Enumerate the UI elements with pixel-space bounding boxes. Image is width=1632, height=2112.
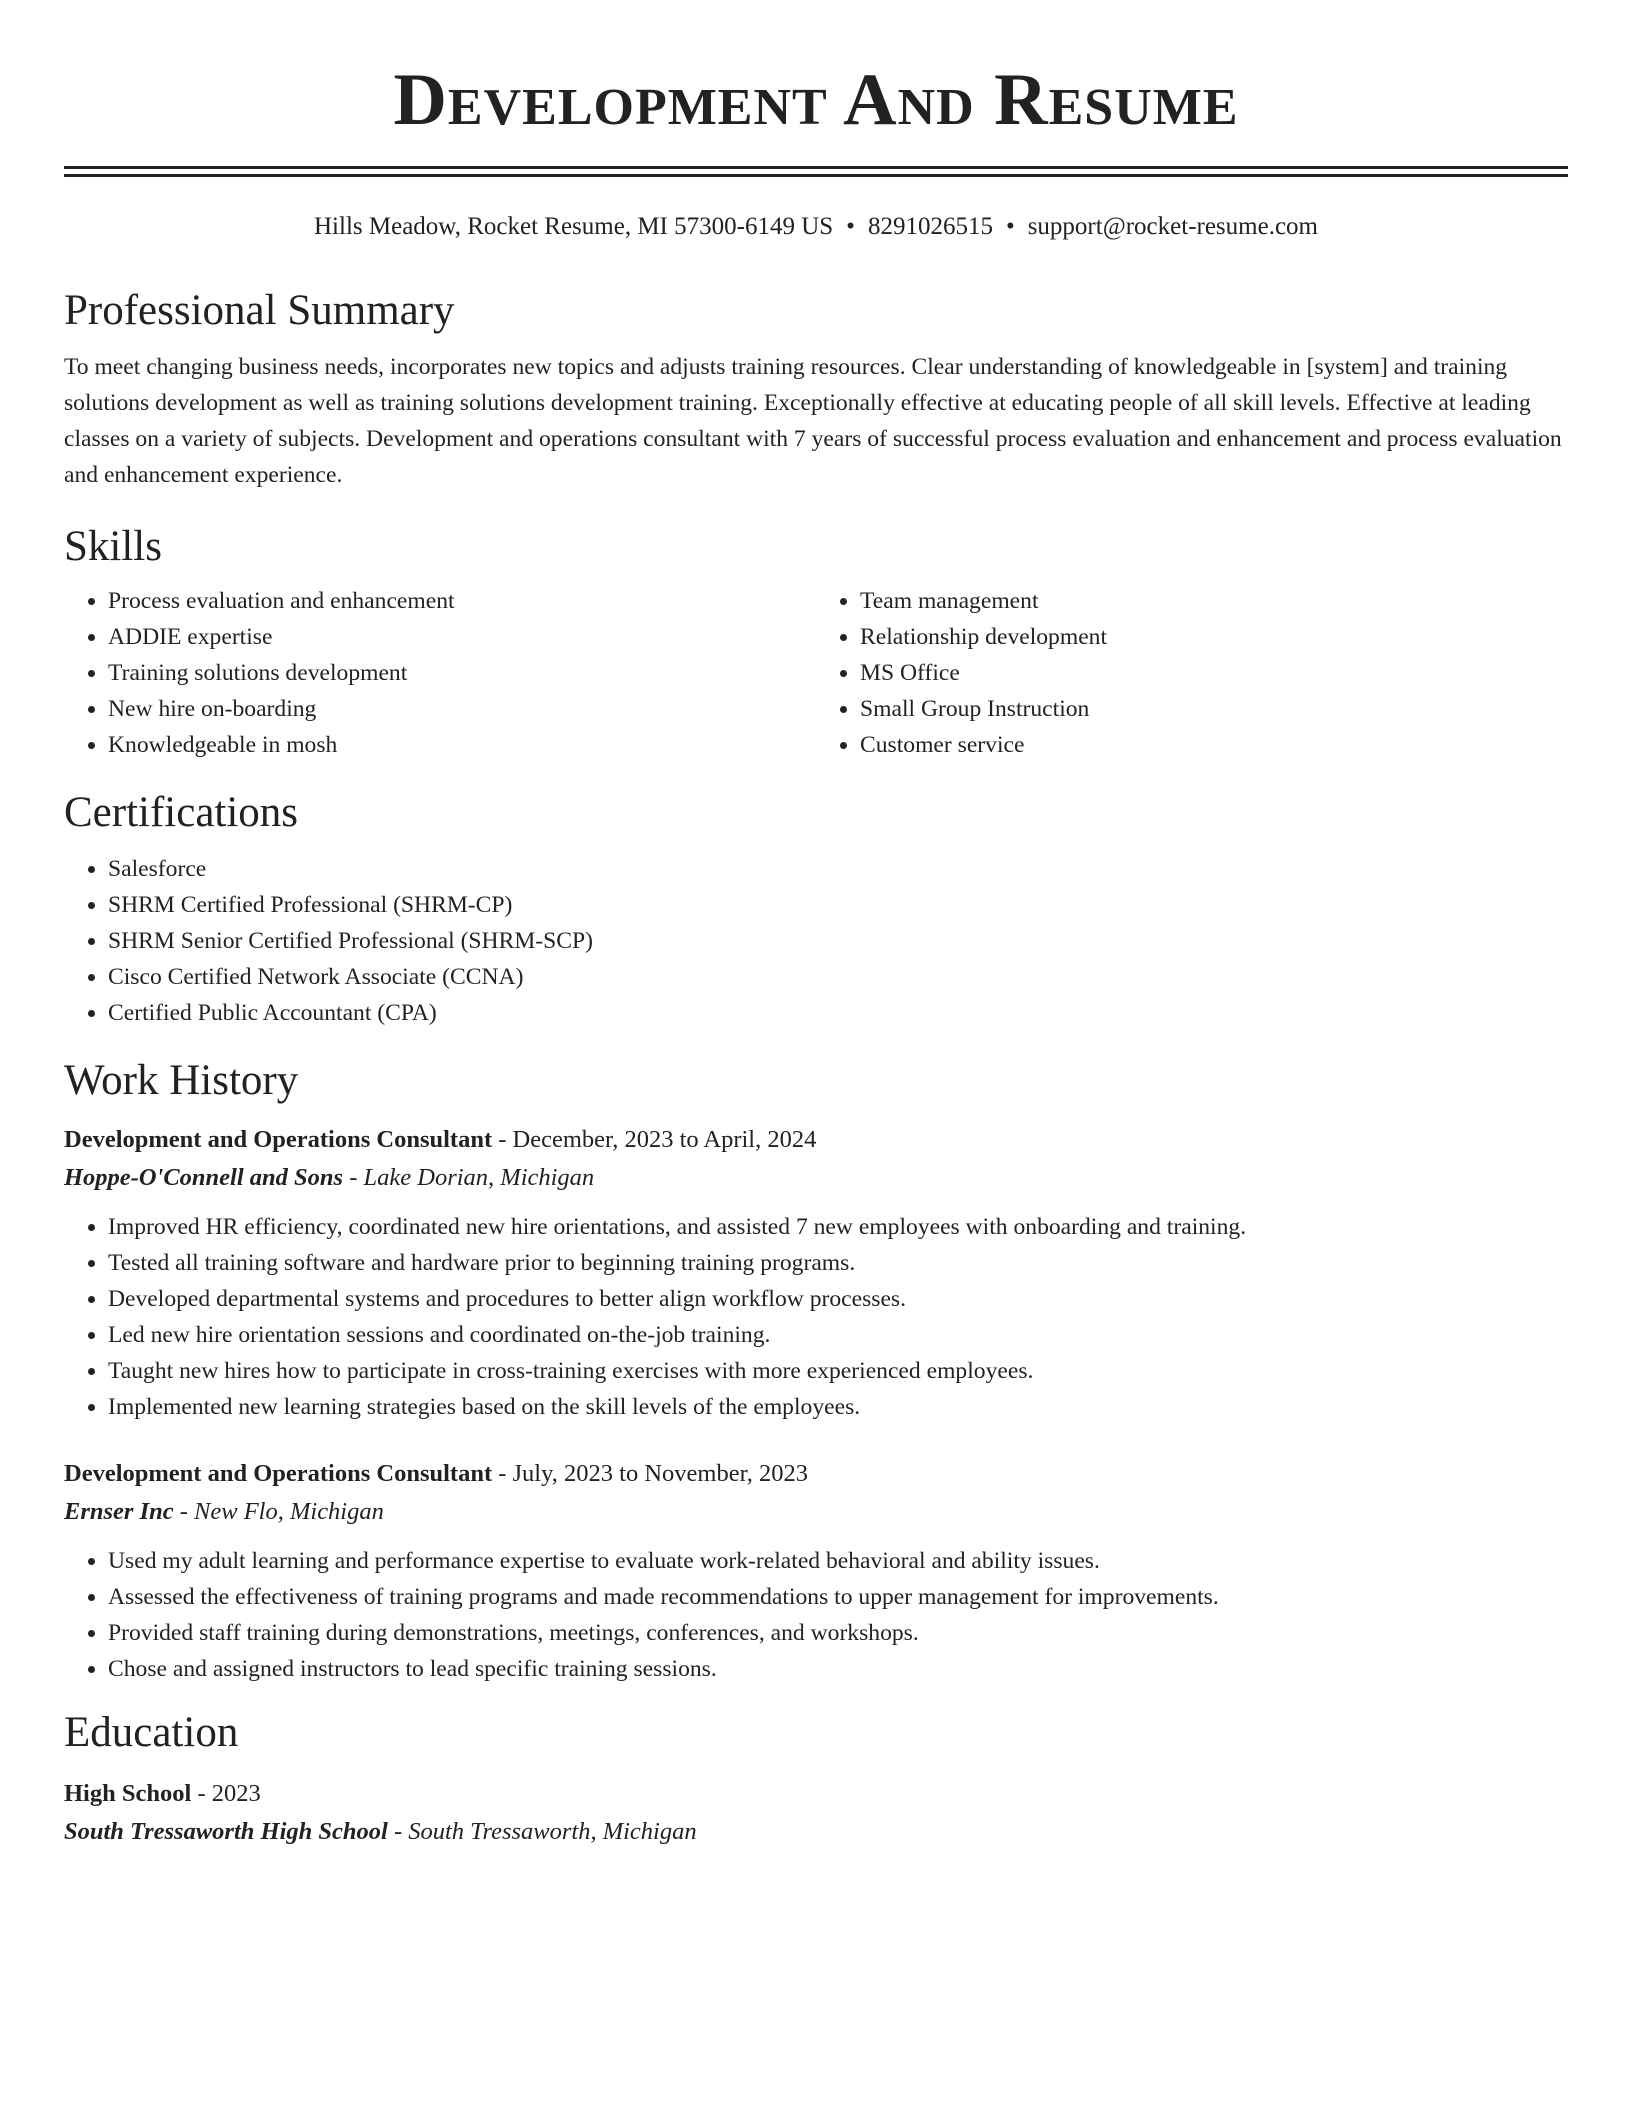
job-bullet: • Assessed the effectiveness of training programs and made recommendations to upper management for improvements. <box>108 1579 1568 1615</box>
job-bullet: • Implemented new learning strategies based on the skill levels of the employees. <box>108 1389 1568 1425</box>
title-double-rule <box>64 166 1568 177</box>
contact-email: support@rocket-resume.com <box>1027 213 1318 240</box>
job-title-line <box>64 1455 1568 1493</box>
skill-item: • Relationship development <box>860 619 1568 655</box>
degree-name: High School <box>64 1780 192 1807</box>
job-entry <box>64 1121 1568 1425</box>
school-name: South Tressaworth High School <box>64 1818 388 1845</box>
skill-item: • MS Office <box>860 655 1568 691</box>
job-dates: - July, 2023 to November, 2023 <box>492 1460 809 1487</box>
contact-address: Hills Meadow, Rocket Resume, MI 57300-6149 US <box>314 213 834 240</box>
employer-name: Hoppe-O'Connell and Sons <box>64 1164 344 1191</box>
school-line <box>64 1813 1568 1851</box>
skill-item: • ADDIE expertise <box>108 619 816 655</box>
job-bullet: • Led new hire orientation sessions and coordinated on-the-job training. <box>108 1317 1568 1353</box>
job-title-line <box>64 1121 1568 1159</box>
work-history-section <box>64 1055 1568 1687</box>
job-title: Development and Operations Consultant <box>64 1126 493 1153</box>
job-dates: - December, 2023 to April, 2024 <box>492 1126 817 1153</box>
employer-name: Ernser Inc <box>64 1498 174 1525</box>
contact-separator: • <box>846 213 855 240</box>
job-bullets <box>64 1543 1568 1687</box>
contact-line <box>64 211 1568 243</box>
resume-title: Development And Resume <box>393 59 1239 141</box>
employer-location: - Lake Dorian, Michigan <box>343 1164 595 1191</box>
education-section <box>64 1707 1568 1851</box>
certifications-section <box>64 787 1568 1031</box>
skills-list-left <box>64 583 816 763</box>
skill-item: • New hire on-boarding <box>108 691 816 727</box>
contact-phone: 8291026515 <box>867 213 993 240</box>
skills-heading: Skills <box>64 523 162 570</box>
skills-section <box>64 521 1568 763</box>
employer-line <box>64 1493 1568 1531</box>
certifications-list <box>64 851 1568 1031</box>
skill-item: • Knowledgeable in mosh <box>108 727 816 763</box>
job-entry <box>64 1455 1568 1687</box>
job-bullet: • Improved HR efficiency, coordinated new hire orientations, and assisted 7 new employees with onboarding and training. <box>108 1209 1568 1245</box>
employer-line <box>64 1159 1568 1197</box>
job-bullet: • Taught new hires how to participate in cross-training exercises with more experienced employees. <box>108 1353 1568 1389</box>
job-bullet: • Developed departmental systems and procedures to better align workflow processes. <box>108 1281 1568 1317</box>
skill-item: • Training solutions development <box>108 655 816 691</box>
skills-list-right <box>816 583 1568 763</box>
skill-item: • Customer service <box>860 727 1568 763</box>
job-bullet: • Provided staff training during demonstrations, meetings, conferences, and workshops. <box>108 1615 1568 1651</box>
certification-item: • SHRM Certified Professional (SHRM-CP) <box>108 887 1568 923</box>
job-bullet: • Chose and assigned instructors to lead specific training sessions. <box>108 1651 1568 1687</box>
summary-section <box>64 285 1568 493</box>
job-title: Development and Operations Consultant <box>64 1460 493 1487</box>
school-location: - South Tressaworth, Michigan <box>387 1818 697 1845</box>
job-bullet: • Tested all training software and hardware prior to beginning training programs. <box>108 1245 1568 1281</box>
degree-year: - 2023 <box>191 1780 261 1807</box>
summary-heading: Professional Summary <box>64 287 455 334</box>
skills-grid <box>64 583 1568 763</box>
employer-location: - New Flo, Michigan <box>173 1498 384 1525</box>
job-bullet: • Used my adult learning and performance expertise to evaluate work-related behavioral and ability issues. <box>108 1543 1568 1579</box>
education-entry <box>64 1775 1568 1851</box>
certification-item: • Salesforce <box>108 851 1568 887</box>
skill-item: • Small Group Instruction <box>860 691 1568 727</box>
work-history-heading: Work History <box>64 1057 299 1104</box>
education-heading: Education <box>64 1709 239 1756</box>
certification-item: • SHRM Senior Certified Professional (SHRM-SCP) <box>108 923 1568 959</box>
job-bullets <box>64 1209 1568 1425</box>
certification-item: • Cisco Certified Network Associate (CCNA) <box>108 959 1568 995</box>
contact-separator: • <box>1005 213 1015 240</box>
certification-item: • Certified Public Accountant (CPA) <box>108 995 1568 1031</box>
degree-line <box>64 1775 1568 1813</box>
certifications-heading: Certifications <box>64 789 299 836</box>
skill-item: • Process evaluation and enhancement <box>108 583 816 619</box>
skill-item: • Team management <box>860 583 1568 619</box>
summary-text: To meet changing business needs, incorporates new topics and adjusts training resources. Clear understanding of knowledgeable in [system] and training solutions development as well as training solutions development training. Exceptionally effective at educating people of all skill levels. Effective at leading classes on a variety of subjects. Development and operations consultant with 7 years of successful process evaluation and enhancement and process evaluation and enhancement experience. <box>64 354 1562 488</box>
